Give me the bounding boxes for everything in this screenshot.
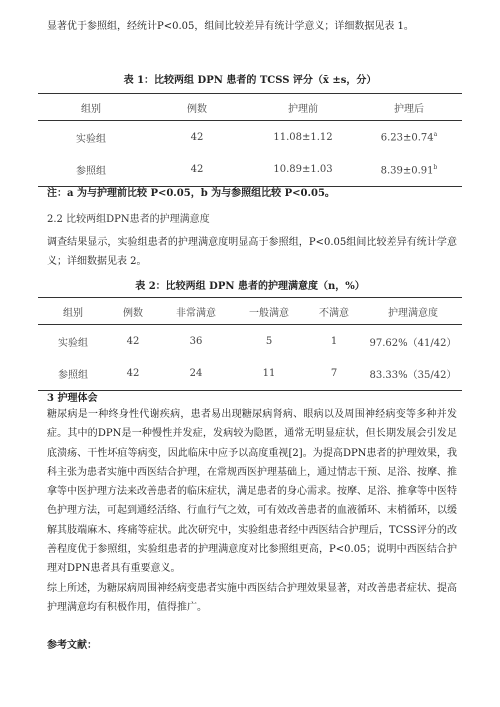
table2-cell-general: 5: [265, 335, 273, 347]
table1-header-row: [38, 94, 462, 121]
section-2-2-title: 2.2 比较两组DPN患者的护理满意度: [47, 214, 210, 225]
table1-after-mark: b: [433, 163, 438, 171]
table1-cell-group: 参照组: [76, 166, 106, 178]
table1-header-n: 例数: [187, 103, 207, 115]
table2-header-general: 一般满意: [249, 307, 289, 319]
table1-caption: 表 1：比较两组 DPN 患者的 TCSS 评分（x̄ ±s，分）: [123, 75, 377, 86]
table-row: [38, 358, 462, 391]
table2-cell-very: 24: [189, 368, 203, 380]
table2-cell-unsatisfied: 1: [330, 335, 338, 347]
table2-cell-very: 36: [189, 335, 203, 347]
references-title: 参考文献：: [47, 640, 97, 651]
table1: [38, 93, 462, 187]
section-3-title: 3 护理体会: [47, 393, 98, 404]
table1-after-value: 8.39±0.91: [380, 164, 434, 176]
table2-header-unsatisfied: 不满意: [319, 307, 349, 319]
table2-header-very: 非常满意: [176, 307, 216, 319]
table2-cell-unsatisfied: 7: [330, 368, 338, 380]
table1-header-after: 护理后: [394, 103, 424, 115]
table2-header-row: [38, 298, 462, 325]
section-2-2-text: 调查结果显示，实验组患者的护理满意度明显高于参照组，P<0.05组间比较差异有统计学意义；详细数据见表 2。: [47, 237, 457, 268]
table1-cell-n: 42: [190, 164, 204, 176]
table2-header-rate: 护理满意度: [388, 307, 438, 319]
table2-cell-n: 42: [126, 335, 140, 347]
table1-cell-group: 实验组: [76, 133, 106, 145]
table2-cell-rate: 97.62%（41/42）: [369, 337, 457, 349]
table1-cell-after: [356, 121, 462, 154]
table1-after-value: 6.23±0.74: [380, 132, 434, 144]
table1-header-before: 护理前: [288, 103, 318, 115]
intro-line: 显著优于参照组，经统计P<0.05，组间比较差异有统计学意义；详细数据见表 1。: [47, 21, 414, 32]
table1-cell-after: [356, 154, 462, 187]
table1-cell-n: 42: [190, 131, 204, 143]
table1-cell-before: 11.08±1.12: [273, 131, 333, 143]
table2-header-group: 组别: [63, 307, 83, 319]
table1-header-group: 组别: [81, 103, 101, 115]
table2-header-n: 例数: [123, 307, 143, 319]
table-row: [38, 325, 462, 358]
section-3-paragraph-2: 综上所述，为糖尿病周围神经病变患者实施中西医结合护理效果显著，对改善患者症状、提高护理满意均有积极作用，值得推广。: [47, 583, 457, 614]
table2-cell-group: 参照组: [58, 370, 88, 382]
table1-after-mark: a: [433, 131, 438, 139]
table1-note: 注：a 为与护理前比较 P<0.05，b 为与参照组比较 P<0.05。: [47, 188, 335, 199]
table2-cell-group: 实验组: [58, 337, 88, 349]
table1-cell-before: 10.89±1.03: [273, 164, 333, 176]
table2: [38, 297, 462, 391]
table2-cell-general: 11: [262, 368, 276, 380]
table-row: [38, 121, 462, 154]
table2-caption: 表 2：比较两组 DPN 患者的护理满意度（n，%）: [135, 281, 365, 292]
section-3-paragraph-1: 糖尿病是一种终身性代谢疾病，患者易出现糖尿病肾病、眼病以及周围神经病变等多种并发症。其中的DPN是一种慢性并发症，发病较为隐匿，通常无明显症状，但长期发展会引发足底溃疡、干性坏疽等病变，因此临床中应予以高度重视[2]。为提高DPN患者的护理效果，我科主张为患者实施中西医结合护理，在常规西医护理基础上，通过情志干预、足浴、按摩、推拿等中医护理方法来改善患者的临床症状，满足患者的身心需求。按摩、足浴、推拿等中医特色护理方法，可起到通经活络、行血行气之效，可有效改善患者的血液循环、末梢循环，以缓解其肢端麻木、疼痛等症状。此次研究中，实验组患者经中西医结合护理后，TCSS评分的改善程度优于参照组，实验组患者的护理满意度对比参照组更高，P<0.05；说明中西医结合护理对DPN患者具有重要意义。: [47, 409, 457, 575]
table-row: [38, 154, 462, 187]
table2-cell-n: 42: [126, 368, 140, 380]
table2-cell-rate: 83.33%（35/42）: [369, 370, 457, 382]
